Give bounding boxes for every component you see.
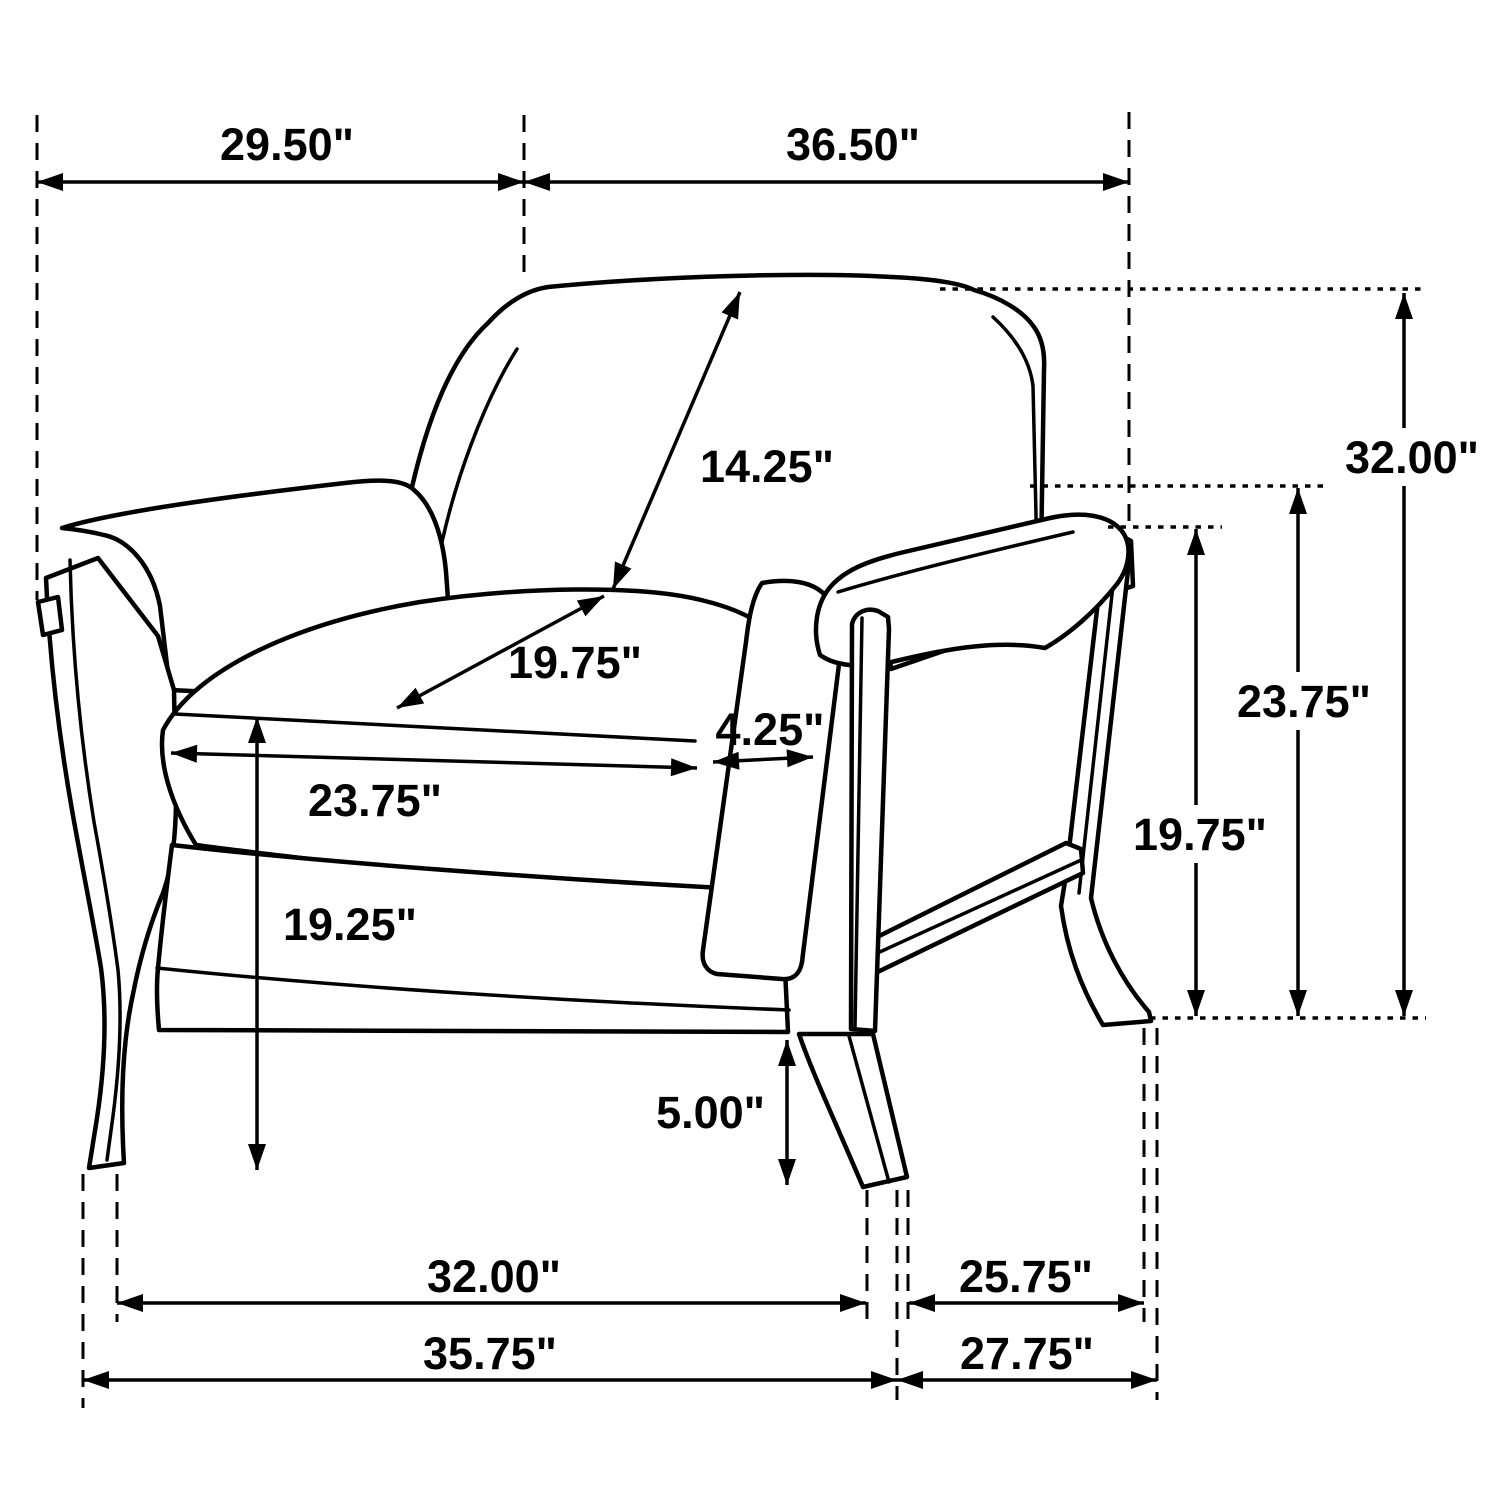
dim-arm-height-label: 23.75" [1237,676,1371,727]
wood-stretcher-crease [860,861,1079,961]
dim-base-width-label: 32.00" [427,1251,561,1302]
dim-leg-height-label: 5.00" [656,1087,765,1138]
dim-back-diagonal-label: 14.25" [700,441,834,492]
dim-base-depth-label: 25.75" [959,1251,1093,1302]
dim-floor-depth-label: 27.75" [960,1328,1094,1379]
chair-drawing [38,275,1151,1187]
dim-arm-thickness-label: 4.25" [715,704,825,755]
dim-seat-depth-label: 19.75" [508,637,642,688]
dim-seat-width-label: 23.75" [308,775,442,826]
dim-frame-height-label: 19.75" [1133,809,1267,860]
dim-overall-width-label: 36.50" [786,119,920,170]
dim-overall-height-label: 32.00" [1345,432,1479,483]
dim-back-width-label: 29.50" [220,119,354,170]
dim-seat-height-label: 19.25" [283,899,417,950]
left-wood-tab [38,597,62,635]
left-side-panel-and-leg [46,558,176,1168]
dim-floor-width-label: 35.75" [423,1328,557,1379]
